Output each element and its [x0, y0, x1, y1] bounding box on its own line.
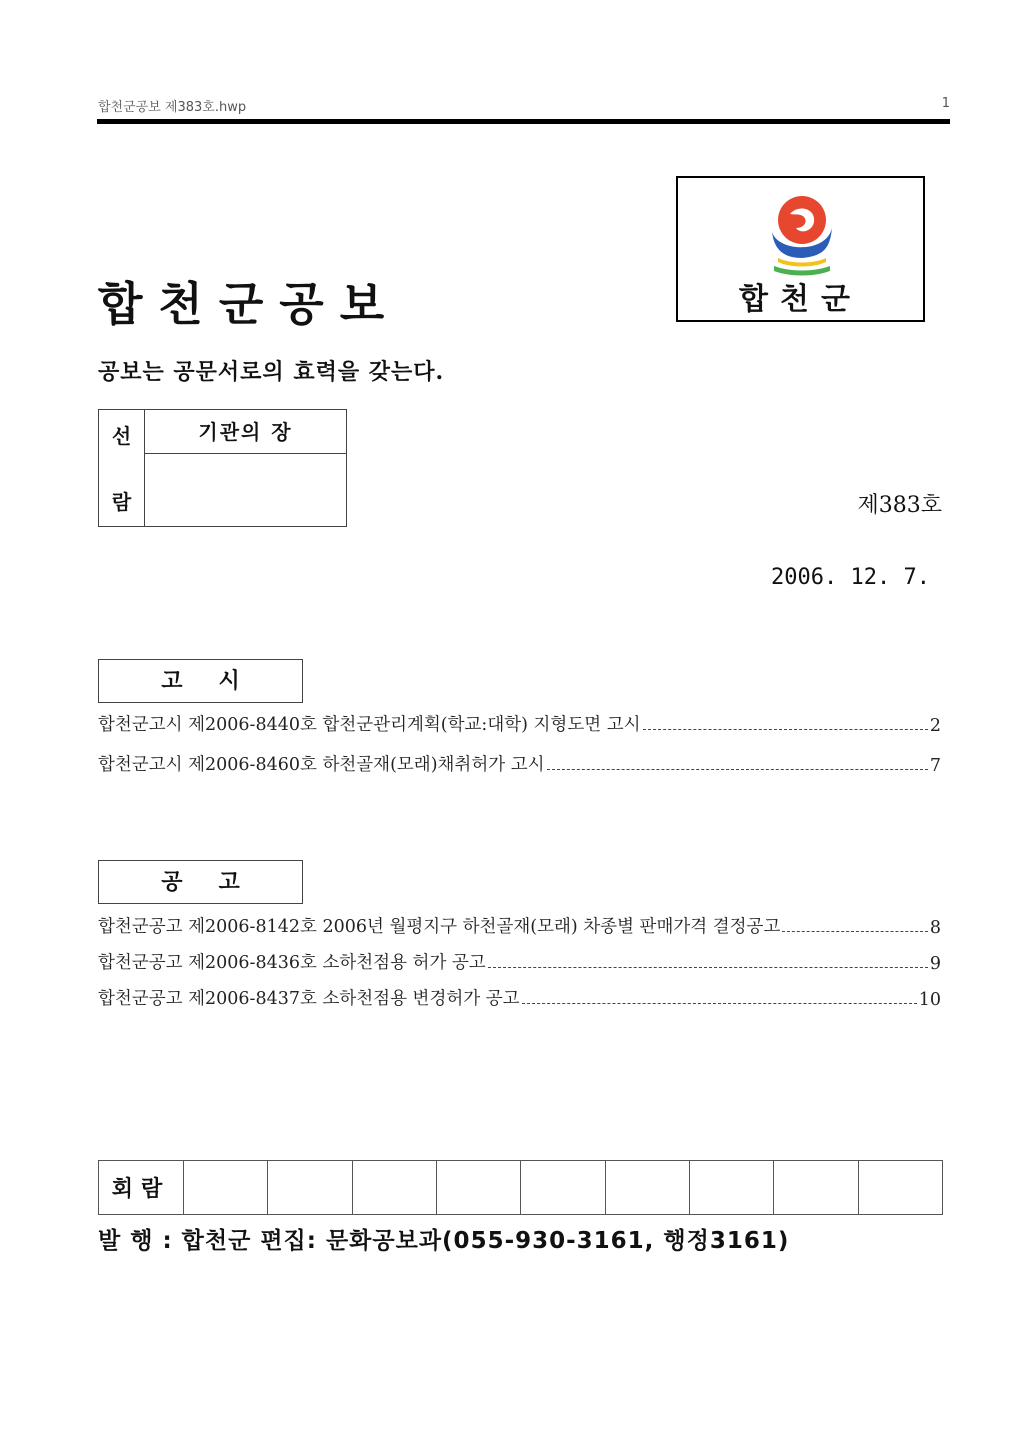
- emblem-yellow-band: [778, 258, 826, 267]
- toc-entry-page: 7: [929, 756, 941, 776]
- toc-leader: [782, 931, 928, 932]
- header-rule: [97, 119, 950, 124]
- section-gosi-label: 고시: [98, 659, 303, 703]
- approval-head: 기관의 장: [145, 410, 346, 454]
- page-subtitle: 공보는 공문서로의 효력을 갖는다.: [98, 359, 445, 385]
- toc-entry[interactable]: [98, 746, 941, 776]
- toc-leader: [522, 1003, 917, 1004]
- publisher-line: 발 행 : 합천군 편집: 문화공보과(055-930-3161, 행정3161): [98, 1228, 790, 1254]
- logo-text: 합천군: [739, 282, 862, 317]
- emblem-red-circle: [778, 196, 826, 244]
- header-filename: 합천군공보 제383호.hwp: [98, 100, 247, 115]
- issue-number: 제383호: [857, 493, 942, 518]
- toc-entry-text: 합천군공고 제2006-8437호 소하천점용 변경허가 공고: [98, 989, 520, 1009]
- circulation-cell: [858, 1161, 942, 1215]
- approval-side-label: [99, 410, 145, 526]
- circulation-cell: [184, 1161, 268, 1215]
- hapcheon-emblem-icon: [764, 192, 840, 284]
- toc-entry-page: 10: [918, 990, 941, 1010]
- circulation-cell: [774, 1161, 858, 1215]
- toc-entry[interactable]: [98, 908, 941, 938]
- toc-entry-text: 합천군공고 제2006-8142호 2006년 월평지구 하천골재(모래) 차종별 판매가격 결정공고: [98, 917, 781, 937]
- approval-side-bottom: 람: [111, 490, 132, 514]
- toc-entry-text: 합천군공고 제2006-8436호 소하천점용 허가 공고: [98, 953, 486, 973]
- circulation-cell: [268, 1161, 352, 1215]
- circulation-label: 회람: [99, 1161, 184, 1215]
- header-page-number: 1: [941, 96, 950, 111]
- approval-box: [98, 409, 347, 527]
- toc-entry-page: 9: [929, 954, 941, 974]
- circulation-cell: [521, 1161, 605, 1215]
- toc-entry-page: 8: [929, 918, 941, 938]
- page-title: 합천군공보: [98, 277, 401, 331]
- toc-entry[interactable]: [98, 706, 941, 736]
- issue-date: 2006. 12. 7.: [771, 565, 930, 590]
- circulation-table: [98, 1160, 943, 1215]
- circulation-cell: [605, 1161, 689, 1215]
- logo-box: [676, 176, 925, 322]
- toc-leader: [488, 967, 928, 968]
- approval-side-top: 선: [111, 424, 132, 448]
- toc-entry-text: 합천군고시 제2006-8460호 하천골재(모래)채취허가 고시: [98, 755, 545, 775]
- section-gonggo-label: 공고: [98, 860, 303, 904]
- toc-entry-text: 합천군고시 제2006-8440호 합천군관리계획(학교:대학) 지형도면 고시: [98, 715, 641, 735]
- toc-entry-page: 2: [929, 716, 941, 736]
- circulation-cell: [436, 1161, 520, 1215]
- toc-leader: [643, 729, 928, 730]
- circulation-cell: [352, 1161, 436, 1215]
- circulation-cell: [689, 1161, 773, 1215]
- toc-leader: [547, 769, 928, 770]
- toc-entry[interactable]: [98, 980, 941, 1010]
- toc-entry[interactable]: [98, 944, 941, 974]
